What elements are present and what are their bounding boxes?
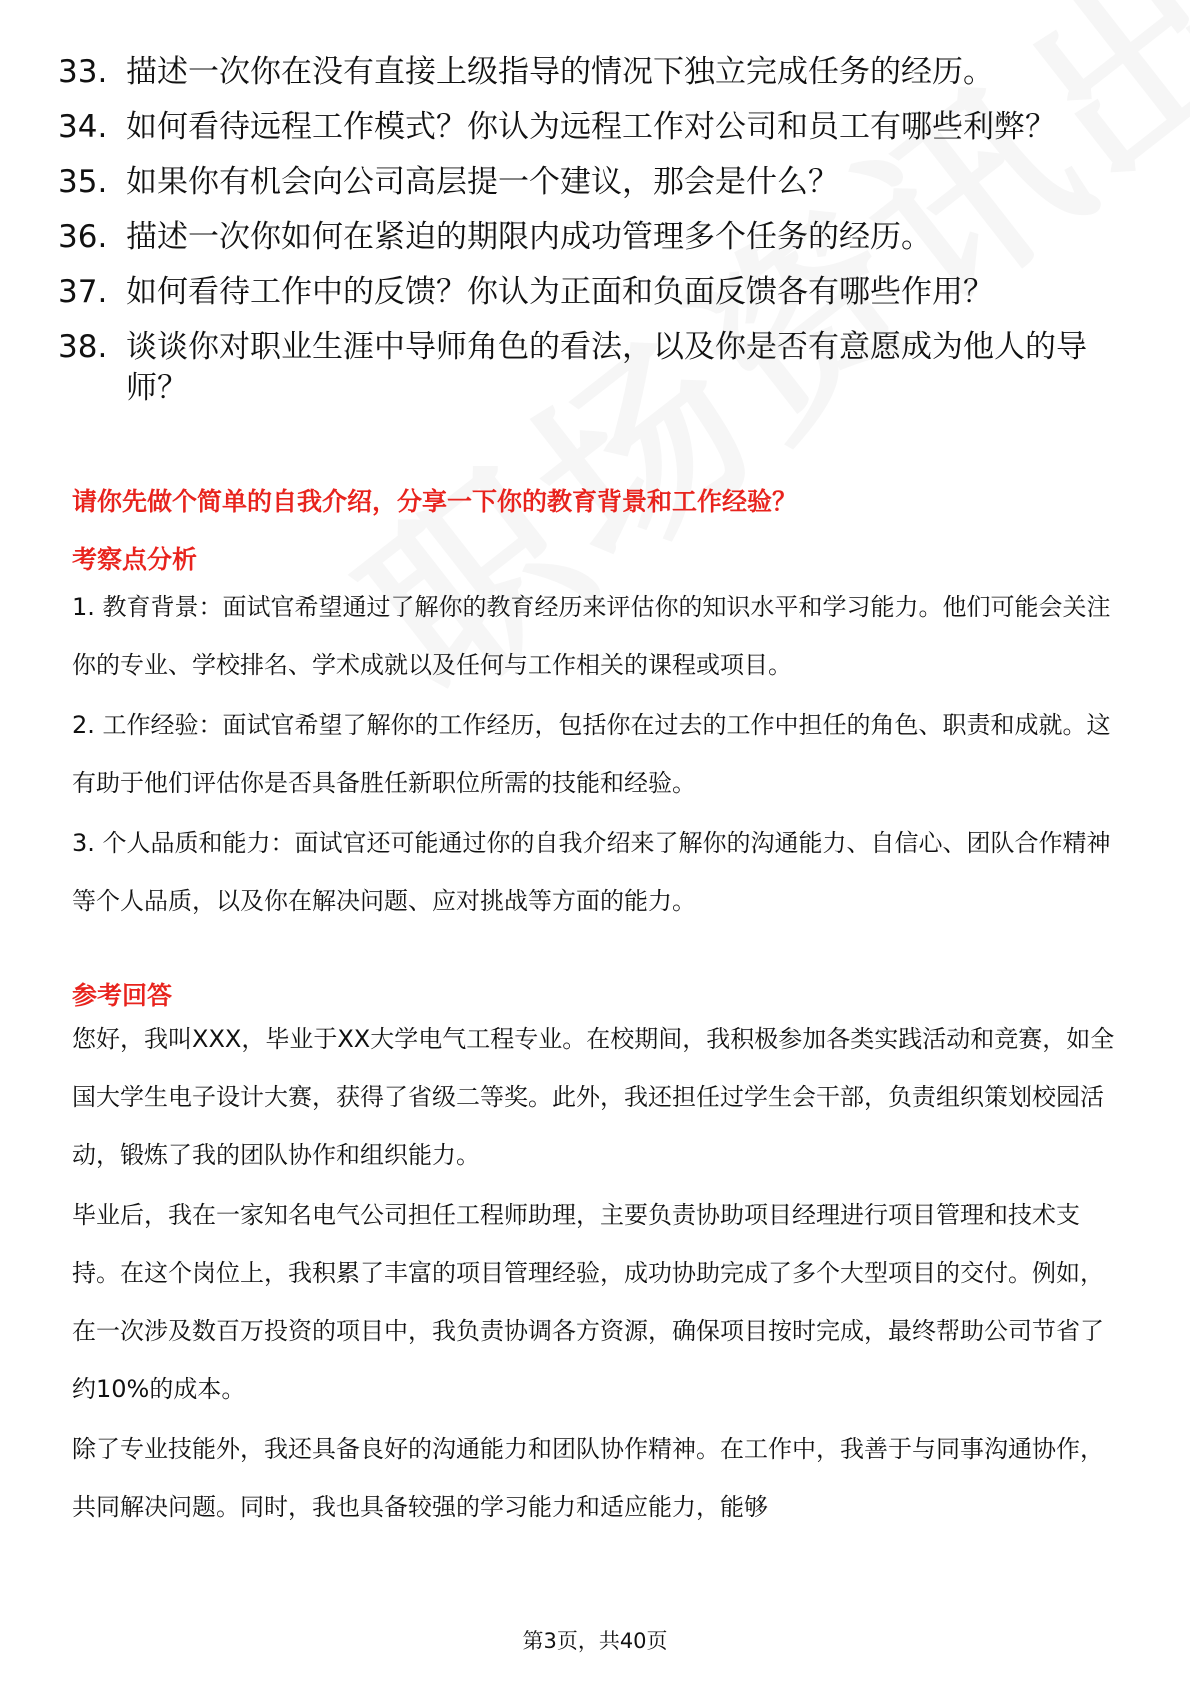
question-number: 37. xyxy=(58,274,108,310)
analysis-heading: 考察点分析 xyxy=(72,545,198,574)
analysis-item: 3. 个人品质和能力：面试官还可能通过你的自我介绍来了解你的沟通能力、自信心、团队合作精神等个人品质，以及你在解决问题、应对挑战等方面的能力。 xyxy=(72,829,1111,915)
question-heading: 请你先做个简单的自我介绍，分享一下你的教育背景和工作经验？ xyxy=(72,487,798,516)
answer-heading: 参考回答 xyxy=(72,981,173,1010)
question-number: 36. xyxy=(58,219,108,255)
question-text: 描述一次你在没有直接上级指导的情况下独立完成任务的经历。 xyxy=(126,54,994,90)
question-text: 描述一次你如何在紧迫的期限内成功管理多个任务的经历。 xyxy=(126,219,932,255)
question-number: 34. xyxy=(58,109,108,145)
analysis-list xyxy=(72,578,1127,932)
question-item xyxy=(58,272,1128,313)
question-text: 如何看待工作中的反馈？你认为正面和负面反馈各有哪些作用？ xyxy=(126,274,994,310)
question-text: 谈谈你对职业生涯中导师角色的看法，以及你是否有意愿成为他人的导师？ xyxy=(126,329,1087,406)
analysis-item: 2. 工作经验：面试官希望了解你的工作经历，包括你在过去的工作中担任的角色、职责和成就。这有助于他们评估你是否具备胜任新职位所需的技能和经验。 xyxy=(72,711,1111,797)
answer-paragraph: 毕业后，我在一家知名电气公司担任工程师助理，主要负责协助项目经理进行项目管理和技术支持。在这个岗位上，我积累了丰富的项目管理经验，成功协助完成了多个大型项目的交付。例如，在一次涉及数百万投资的项目中，我负责协调各方资源，确保项目按时完成，最终帮助公司节省了约10%的成本。 xyxy=(72,1201,1104,1403)
question-text: 如果你有机会向公司高层提一个建议，那会是什么？ xyxy=(126,164,839,200)
question-item xyxy=(58,52,1128,93)
question-item xyxy=(58,217,1128,258)
question-number: 35. xyxy=(58,164,108,200)
question-item xyxy=(58,162,1128,203)
question-item xyxy=(58,107,1128,148)
answer-body xyxy=(72,1010,1127,1538)
question-list xyxy=(58,52,1128,423)
question-text: 如何看待远程工作模式？你认为远程工作对公司和员工有哪些利弊？ xyxy=(126,109,1056,145)
analysis-item: 1. 教育背景：面试官希望通过了解你的教育经历来评估你的知识水平和学习能力。他们可能会关注你的专业、学校排名、学术成就以及任何与工作相关的课程或项目。 xyxy=(72,593,1111,679)
question-item xyxy=(58,327,1128,409)
page-footer: 第3页，共40页 xyxy=(522,1629,668,1653)
answer-paragraph: 您好，我叫XXX，毕业于XX大学电气工程专业。在校期间，我积极参加各类实践活动和竞赛，如全国大学生电子设计大赛，获得了省级二等奖。此外，我还担任过学生会干部，负责组织策划校园活动，锻炼了我的团队协作和组织能力。 xyxy=(72,1025,1115,1169)
question-number: 33. xyxy=(58,54,108,90)
question-number: 38. xyxy=(58,329,108,365)
answer-paragraph: 除了专业技能外，我还具备良好的沟通能力和团队协作精神。在工作中，我善于与同事沟通协作，共同解决问题。同时，我也具备较强的学习能力和适应能力，能够 xyxy=(72,1435,1104,1521)
